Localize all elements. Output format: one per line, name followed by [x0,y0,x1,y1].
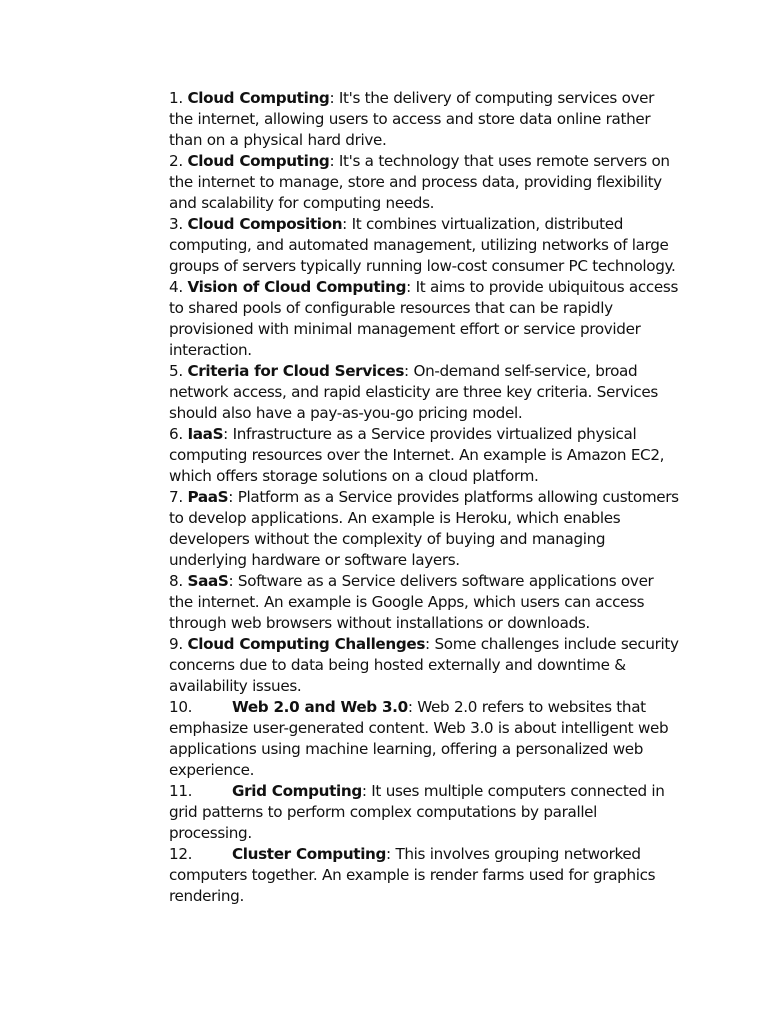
list-item [169,151,681,214]
item-description: : Platform as a Service provides platforms allowing customers to develop applications. An example is Heroku, which enables developers without the complexity of buying and managing underlying hardware or software layers. [169,488,679,569]
item-number: 2. [169,152,183,170]
item-description: : It uses multiple computers connected in grid patterns to perform complex computations by parallel processing. [169,782,665,842]
item-description: : Software as a Service delivers software applications over the internet. An example is Google Apps, which users can access through web browsers without installations or downloads. [169,572,654,632]
item-number: 7. [169,488,183,506]
item-description: : It's the delivery of computing services over the internet, allowing users to access and store data online rather than on a physical hard drive. [169,89,655,149]
item-number: 11. [169,782,193,800]
item-term: Criteria for Cloud Services [187,362,405,380]
list-item [169,571,681,634]
item-description: : On-demand self-service, broad network access, and rapid elasticity are three key criteria. Services should also have a pay-as-you-go pricing model. [169,362,658,422]
item-description: : It's a technology that uses remote servers on the internet to manage, store and process data, providing flexibility and scalability for computing needs. [169,152,670,212]
numbered-list [169,88,681,907]
item-number: 10. [169,698,193,716]
item-term: Vision of Cloud Computing [187,278,407,296]
item-number: 3. [169,215,183,233]
item-term: Cloud Computing [187,152,330,170]
item-description: : Web 2.0 refers to websites that emphasize user-generated content. Web 3.0 is about intelligent web applications using machine learning, offering a personalized web experience. [169,698,669,779]
list-item [169,277,681,361]
item-number: 5. [169,362,183,380]
item-number: 8. [169,572,183,590]
item-description: : This involves grouping networked computers together. An example is render farms used for graphics rendering. [169,845,656,905]
list-item [169,844,681,907]
list-item [169,634,681,697]
item-term: Web 2.0 and Web 3.0 [232,698,408,716]
item-number: 9. [169,635,183,653]
item-number: 4. [169,278,183,296]
list-item [169,361,681,424]
item-term: Cluster Computing [232,845,387,863]
list-item [169,424,681,487]
item-term: Cloud Computing Challenges [187,635,426,653]
list-item [169,697,681,781]
list-item [169,214,681,277]
item-description: : It aims to provide ubiquitous access to shared pools of configurable resources that can be rapidly provisioned with minimal management effort or service provider interaction. [169,278,679,359]
list-item [169,487,681,571]
item-term: SaaS [187,572,229,590]
item-number: 6. [169,425,183,443]
item-number: 1. [169,89,183,107]
item-term: IaaS [187,425,224,443]
item-description: : Some challenges include security concerns due to data being hosted externally and downtime & availability issues. [169,635,679,695]
list-item [169,88,681,151]
item-term: Grid Computing [232,782,362,800]
item-description: : It combines virtualization, distributed computing, and automated management, utilizing networks of large groups of servers typically running low-cost consumer PC technology. [169,215,676,275]
item-term: PaaS [187,488,229,506]
item-description: : Infrastructure as a Service provides virtualized physical computing resources over the Internet. An example is Amazon EC2, which offers storage solutions on a cloud platform. [169,425,665,485]
item-term: Cloud Computing [187,89,330,107]
item-number: 12. [169,845,193,863]
item-term: Cloud Composition [187,215,343,233]
list-item [169,781,681,844]
